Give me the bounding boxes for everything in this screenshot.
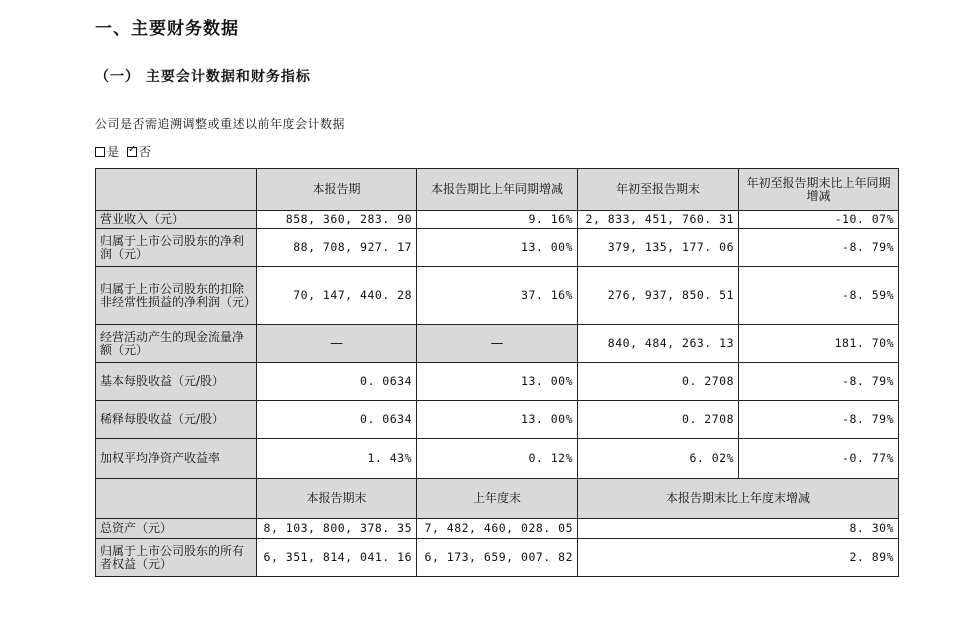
table-header-cell (96, 169, 257, 211)
table-row (96, 363, 899, 401)
table-cell: -8. 79% (739, 401, 899, 439)
table-cell: 276, 937, 850. 51 (578, 267, 739, 325)
row-label: 归属于上市公司股东的净利润（元） (96, 229, 257, 267)
financial-data-table (95, 168, 899, 577)
checkbox-no-checked-icon[interactable] (127, 147, 137, 157)
table-cell: 7, 482, 460, 028. 05 (417, 519, 578, 539)
table-cell: 37. 16% (417, 267, 578, 325)
table-cell: 181. 70% (739, 325, 899, 363)
table-row (96, 401, 899, 439)
table-row (96, 519, 899, 539)
row-label: 基本每股收益（元/股） (96, 363, 257, 401)
table-header-cell (96, 479, 257, 519)
table-header-row (96, 169, 899, 211)
table-header-row (96, 479, 899, 519)
row-label: 稀释每股收益（元/股） (96, 401, 257, 439)
table-cell: 2. 89% (578, 539, 899, 577)
table-cell: 0. 12% (417, 439, 578, 479)
table-header-cell: 上年度末 (417, 479, 578, 519)
table-cell: -0. 77% (739, 439, 899, 479)
table-cell: -10. 07% (739, 211, 899, 229)
table-cell: -8. 59% (739, 267, 899, 325)
table-cell: 8. 30% (578, 519, 899, 539)
row-label: 总资产（元） (96, 519, 257, 539)
section-heading: 一、主要财务数据 (95, 19, 239, 39)
subsection-heading: （一） 主要会计数据和财务指标 (95, 69, 311, 85)
table-cell: 2, 833, 451, 760. 31 (578, 211, 739, 229)
table-header-cell: 年初至报告期末比上年同期增减 (739, 169, 899, 211)
table-cell: 13. 00% (417, 363, 578, 401)
table-cell: 379, 135, 177. 06 (578, 229, 739, 267)
table-row (96, 539, 899, 577)
table-cell: 0. 0634 (257, 363, 417, 401)
row-label: 归属于上市公司股东的所有者权益（元） (96, 539, 257, 577)
table-cell: 840, 484, 263. 13 (578, 325, 739, 363)
restatement-question: 公司是否需追溯调整或重述以前年度会计数据 (95, 117, 346, 131)
table-row (96, 211, 899, 229)
table-cell: 9. 16% (417, 211, 578, 229)
table-header-cell: 本报告期比上年同期增减 (417, 169, 578, 211)
table-cell: 6, 173, 659, 007. 82 (417, 539, 578, 577)
table-cell: 70, 147, 440. 28 (257, 267, 417, 325)
row-label: 归属于上市公司股东的扣除非经常性损益的净利润（元） (96, 267, 257, 325)
table-cell: 6, 351, 814, 041. 16 (257, 539, 417, 577)
table-cell: -8. 79% (739, 363, 899, 401)
restatement-answer (95, 143, 159, 160)
table-cell: 858, 360, 283. 90 (257, 211, 417, 229)
row-label: 营业收入（元） (96, 211, 257, 229)
table-header-cell: 本报告期末 (257, 479, 417, 519)
table-cell: -8. 79% (739, 229, 899, 267)
table-row (96, 267, 899, 325)
table-header-cell: 本报告期 (257, 169, 417, 211)
checkbox-yes-icon[interactable] (95, 147, 105, 157)
table-row (96, 229, 899, 267)
row-label: 经营活动产生的现金流量净额（元） (96, 325, 257, 363)
table-cell: 88, 708, 927. 17 (257, 229, 417, 267)
table-cell: 0. 2708 (578, 401, 739, 439)
table-cell: 0. 2708 (578, 363, 739, 401)
table-cell: 13. 00% (417, 401, 578, 439)
table-row (96, 325, 899, 363)
table-cell: 1. 43% (257, 439, 417, 479)
table-cell: 6. 02% (578, 439, 739, 479)
table-cell: 8, 103, 800, 378. 35 (257, 519, 417, 539)
table-cell: — (257, 325, 417, 363)
table-header-cell: 年初至报告期末 (578, 169, 739, 211)
row-label: 加权平均净资产收益率 (96, 439, 257, 479)
answer-yes-label: 是 (107, 145, 120, 159)
table-cell: 13. 00% (417, 229, 578, 267)
table-cell: — (417, 325, 578, 363)
table-cell: 0. 0634 (257, 401, 417, 439)
answer-no-label: 否 (139, 145, 152, 159)
table-row (96, 439, 899, 479)
table-header-cell: 本报告期末比上年度末增减 (578, 479, 899, 519)
